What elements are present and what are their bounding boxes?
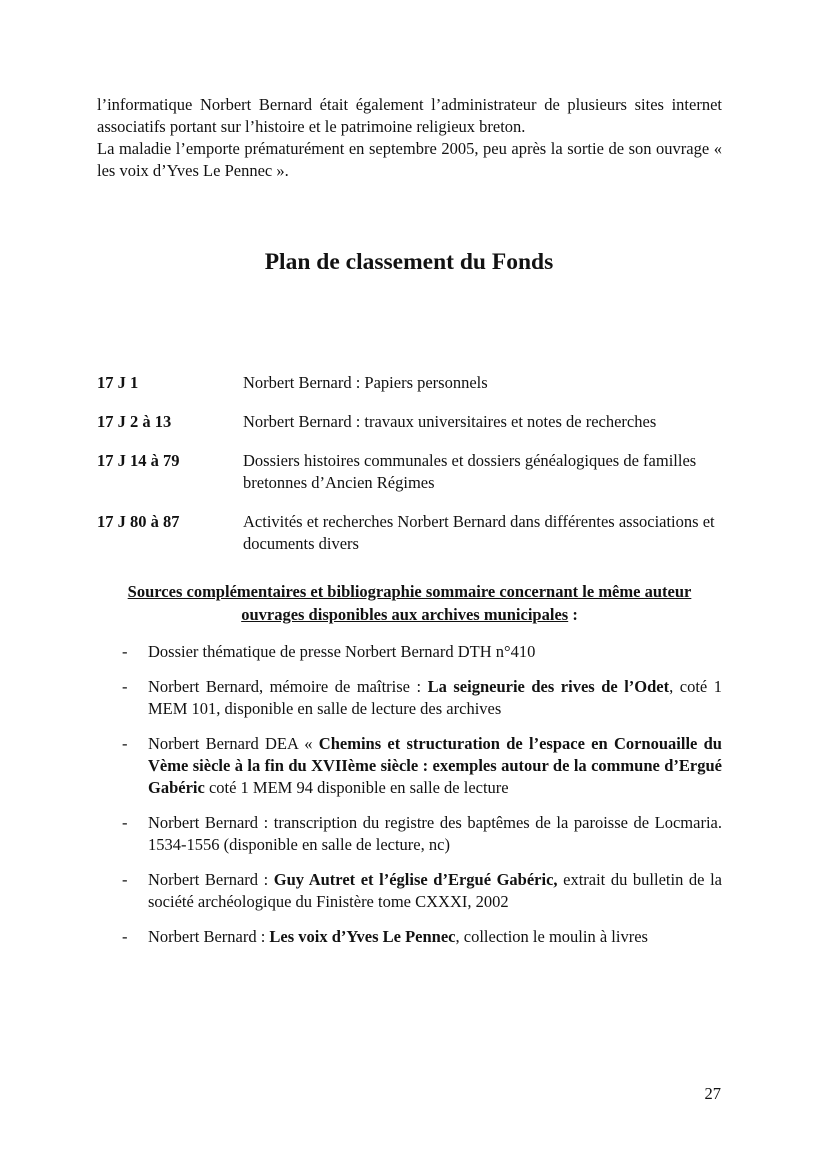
bullet-dash: - — [122, 642, 128, 661]
sources-heading-line2: ouvrages disponibles aux archives municipales — [241, 604, 569, 624]
bullet-dash: - — [122, 677, 128, 696]
page-number: 27 — [704, 1084, 721, 1103]
intro-paragraph-2: La maladie l’emporte prématurément en septembre 2005, peu après la sortie de son ouvrage « les voix d’Yves Le Pennec ». — [97, 139, 722, 180]
bibliography-item-text — [148, 812, 722, 856]
text-segment: Norbert Bernard : transcription du registre des baptêmes de la paroisse de Locmaria. 1534-1556 (disponible en salle de lecture, nc) — [148, 813, 722, 854]
intro-section — [97, 94, 722, 182]
bibliography-item-text — [148, 641, 722, 663]
bibliography-item-text — [148, 676, 722, 720]
sources-heading — [97, 581, 722, 626]
classification-code: 17 J 2 à 13 — [97, 412, 172, 431]
text-segment: Norbert Bernard : — [148, 870, 274, 889]
bibliography-item — [97, 869, 722, 913]
bibliography-item-text — [148, 869, 722, 913]
sources-heading-line1: Sources complémentaires et bibliographie sommaire concernant le même auteur — [127, 582, 692, 601]
text-segment-bold: La seigneurie des rives de l’Odet — [427, 677, 670, 696]
text-segment: , coté 1 MEM 101, disponible en salle de lecture des archives — [148, 677, 723, 718]
bullet-dash: - — [122, 927, 128, 946]
bibliography-item-text — [148, 733, 722, 799]
text-segment-bold: Les voix d’Yves Le Pennec — [269, 927, 456, 946]
classification-description: Activités et recherches Norbert Bernard dans différentes associations et documents divers — [243, 512, 715, 553]
bullet-dash: - — [122, 813, 128, 832]
classification-description: Dossiers histoires communales et dossiers généalogiques de familles bretonnes d’Ancien Régimes — [243, 451, 697, 492]
bullet-dash: - — [122, 870, 128, 889]
bibliography-item — [97, 676, 722, 720]
bibliography-item — [97, 733, 722, 799]
text-segment: , collection le moulin à livres — [455, 927, 648, 946]
text-segment: Norbert Bernard DEA « — [148, 734, 319, 753]
sources-heading-colon: : — [568, 604, 578, 624]
classification-row — [97, 450, 722, 494]
bibliography-list — [97, 641, 722, 961]
bibliography-item — [97, 641, 722, 663]
bibliography-item-text — [148, 926, 722, 948]
classification-list — [97, 372, 722, 572]
bibliography-item — [97, 812, 722, 856]
classification-description: Norbert Bernard : Papiers personnels — [243, 373, 488, 392]
classification-code: 17 J 1 — [97, 373, 139, 392]
classification-row — [97, 511, 722, 555]
bibliography-item — [97, 926, 722, 948]
intro-paragraph-1: l’informatique Norbert Bernard était également l’administrateur de plusieurs sites internet associatifs portant sur l’histoire et le patrimoine religieux breton. — [97, 95, 722, 136]
text-segment: coté 1 MEM 94 disponible en salle de lecture — [204, 778, 509, 797]
classification-description: Norbert Bernard : travaux universitaires et notes de recherches — [243, 412, 657, 431]
classification-row — [97, 372, 722, 394]
classification-code: 17 J 14 à 79 — [97, 451, 180, 470]
text-segment-bold: Chemins et structuration de l’espace en Cornouaille du Vème siècle à la fin du XVIIème siècle : exemples autour de la commune d’Ergué Gabéric — [148, 734, 722, 797]
text-segment: Dossier thématique de presse Norbert Bernard DTH n°410 — [148, 642, 536, 661]
text-segment: Norbert Bernard, mémoire de maîtrise : — [148, 677, 428, 696]
page-title: Plan de classement du Fonds — [264, 249, 554, 275]
text-segment-bold: Guy Autret et l’église d’Ergué Gabéric, — [273, 870, 558, 889]
classification-row — [97, 411, 722, 433]
text-segment: Norbert Bernard : — [148, 927, 270, 946]
bullet-dash: - — [122, 734, 128, 753]
text-segment: extrait du bulletin de la société archéologique du Finistère tome CXXXI, 2002 — [148, 870, 722, 911]
classification-code: 17 J 80 à 87 — [97, 512, 180, 531]
